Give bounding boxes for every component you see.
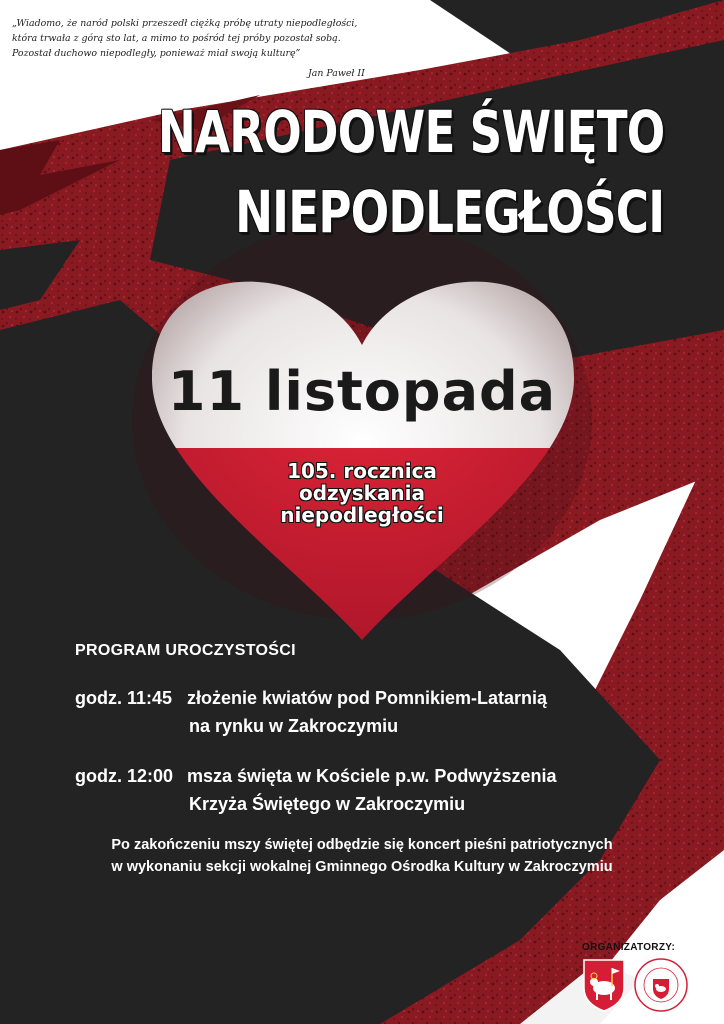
program-time: godz. 12:00 xyxy=(75,766,174,786)
quote-line: Pozostał duchowo niepodległy, ponieważ miał swoją kulturę” xyxy=(12,48,301,59)
program-time: godz. 11:45 xyxy=(75,688,173,708)
program-description: msza święta w Kościele p.w. Podwyższenia xyxy=(187,766,557,786)
anniversary-text xyxy=(0,460,724,526)
quote-line: „Wiadomo, że naród polski przeszedł ciężką próbę utraty niepodległości, xyxy=(12,18,358,29)
anniversary-line: odzyskania xyxy=(298,481,426,505)
title-line-1: NARODOWE ŚWIĘTO xyxy=(157,98,664,166)
program-item xyxy=(75,684,547,740)
coat-of-arms-icon xyxy=(582,958,626,1012)
quote-author: Jan Paweł II xyxy=(308,68,365,79)
concert-note xyxy=(0,834,724,878)
program-description: złożenie kwiatów pod Pomnikiem-Latarnią xyxy=(187,688,548,708)
program-description-cont: Krzyża Świętego w Zakroczymiu xyxy=(189,794,466,814)
program-heading: PROGRAM UROCZYSTOŚCI xyxy=(75,642,296,659)
title-line-2: NIEPODLEGŁOŚCI xyxy=(234,178,664,246)
anniversary-line: 105. rocznica xyxy=(287,459,437,483)
program-description-cont: na rynku w Zakroczymiu xyxy=(189,716,399,736)
anniversary-line: niepodległości xyxy=(280,503,444,527)
quote-line: która trwała z górą sto lat, a mimo to pośród tej próby pozostał sobą. xyxy=(12,33,341,44)
concert-note-line: w wykonaniu sekcji wokalnej Gminnego Ośrodka Kultury w Zakroczymiu xyxy=(111,859,613,875)
organizers-label: ORGANIZATORZY: xyxy=(582,942,676,953)
concert-note-line: Po zakończeniu mszy świętej odbędzie się koncert pieśni patriotycznych xyxy=(111,837,613,853)
program-item xyxy=(75,762,556,818)
event-date: 11 listopada xyxy=(167,360,557,423)
quote xyxy=(12,16,432,61)
cultural-center-seal-icon xyxy=(634,958,688,1012)
